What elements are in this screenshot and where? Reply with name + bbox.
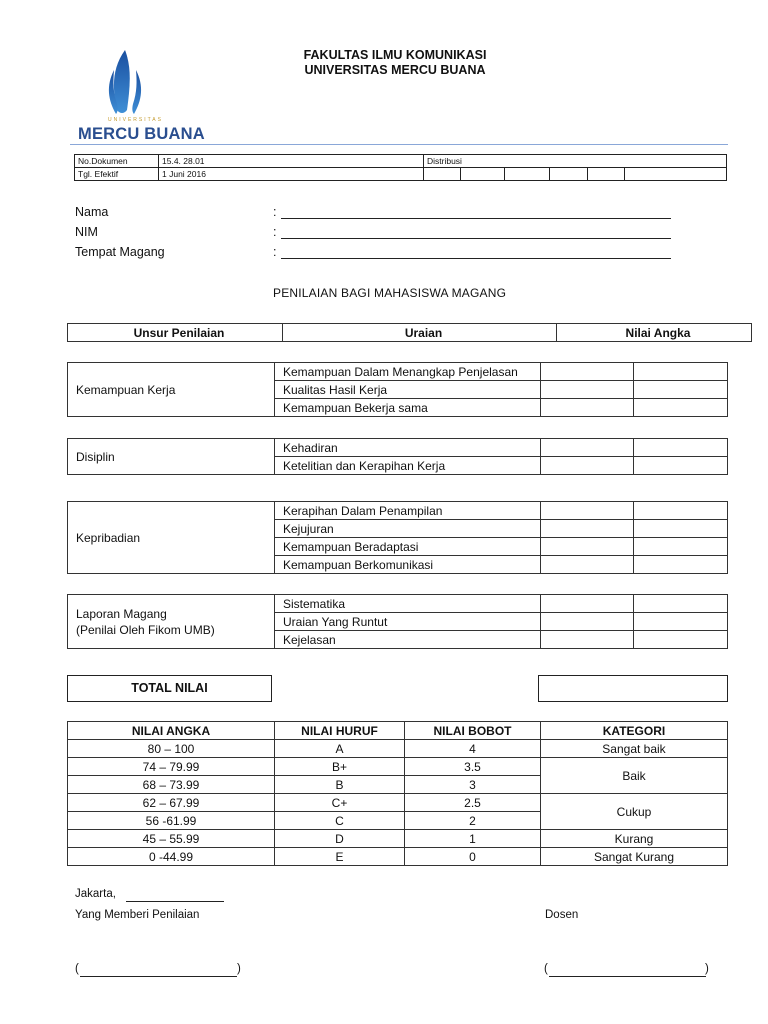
scale-bobot: 3.5 (405, 758, 541, 776)
total-nilai-label: TOTAL NILAI (67, 675, 272, 702)
dosen-close-paren: ) (705, 963, 709, 975)
assessment-header (67, 323, 752, 342)
scale-huruf: A (275, 740, 405, 758)
header-rule (70, 144, 728, 145)
scale-angka: 45 – 55.99 (68, 830, 275, 848)
scale-bobot: 1 (405, 830, 541, 848)
scale-angka: 56 -61.99 (68, 812, 275, 830)
distribusi-cell (624, 168, 726, 181)
group-kepribadian (67, 501, 728, 574)
item-label: Kemampuan Bekerja sama (275, 399, 541, 417)
section-title: PENILAIAN BAGI MAHASISWA MAGANG (273, 286, 507, 300)
tempat-magang-colon: : (273, 245, 277, 259)
scale-huruf: D (275, 830, 405, 848)
score-cell[interactable] (634, 457, 728, 475)
giver-signature-line[interactable] (80, 976, 237, 977)
scale-angka: 0 -44.99 (68, 848, 275, 866)
scale-header-huruf: NILAI HURUF (275, 722, 405, 740)
scale-bobot: 4 (405, 740, 541, 758)
score-cell[interactable] (634, 556, 728, 574)
scale-huruf: B (275, 776, 405, 794)
score-cell[interactable] (541, 439, 634, 457)
no-dokumen-label: No.Dokumen (75, 155, 159, 168)
score-cell[interactable] (541, 502, 634, 520)
tempat-magang-label: Tempat Magang (75, 245, 165, 259)
scale-bobot: 3 (405, 776, 541, 794)
dosen-signature-line[interactable] (549, 976, 706, 977)
scale-huruf: B+ (275, 758, 405, 776)
nim-label: NIM (75, 225, 98, 239)
tgl-efektif-label: Tgl. Efektif (75, 168, 159, 181)
score-cell[interactable] (634, 595, 728, 613)
score-cell[interactable] (541, 595, 634, 613)
group-disiplin (67, 438, 728, 475)
tgl-efektif-value: 1 Juni 2016 (159, 168, 424, 181)
item-label: Ketelitian dan Kerapihan Kerja (275, 457, 541, 475)
score-cell[interactable] (541, 556, 634, 574)
score-cell[interactable] (541, 520, 634, 538)
nim-colon: : (273, 225, 277, 239)
item-label: Kejujuran (275, 520, 541, 538)
score-cell[interactable] (541, 457, 634, 475)
score-cell[interactable] (541, 363, 634, 381)
item-label: Kerapihan Dalam Penampilan (275, 502, 541, 520)
date-line[interactable] (126, 901, 224, 902)
item-label: Uraian Yang Runtut (275, 613, 541, 631)
item-label: Kemampuan Dalam Menangkap Penjelasan (275, 363, 541, 381)
item-label: Sistematika (275, 595, 541, 613)
distribusi-label: Distribusi (424, 155, 727, 168)
score-cell[interactable] (634, 502, 728, 520)
item-label: Kemampuan Berkomunikasi (275, 556, 541, 574)
group-name-line2: (Penilai Oleh Fikom UMB) (76, 622, 215, 637)
group-name: Kemampuan Kerja (68, 363, 275, 417)
col-uraian: Uraian (283, 324, 557, 342)
scale-kategori: Sangat Kurang (541, 848, 728, 866)
scale-kategori: Baik (541, 758, 728, 794)
tempat-magang-input-line[interactable] (281, 258, 671, 259)
score-cell[interactable] (541, 381, 634, 399)
sign-close-paren: ) (237, 963, 241, 975)
group-name-line1: Laporan Magang (76, 606, 167, 621)
document-header (250, 48, 540, 78)
scale-huruf: C (275, 812, 405, 830)
score-cell[interactable] (541, 613, 634, 631)
document-info-table (74, 154, 727, 181)
score-cell[interactable] (634, 613, 728, 631)
group-name (68, 595, 275, 649)
scale-angka: 74 – 79.99 (68, 758, 275, 776)
scale-kategori: Sangat baik (541, 740, 728, 758)
scale-huruf: C+ (275, 794, 405, 812)
score-cell[interactable] (541, 631, 634, 649)
giver-label: Yang Memberi Penilaian (75, 909, 200, 921)
nim-input-line[interactable] (281, 238, 671, 239)
scale-header-bobot: NILAI BOBOT (405, 722, 541, 740)
item-label: Kejelasan (275, 631, 541, 649)
item-label: Kehadiran (275, 439, 541, 457)
scale-angka: 62 – 67.99 (68, 794, 275, 812)
distribusi-cell (587, 168, 624, 181)
nama-label: Nama (75, 205, 109, 219)
nama-colon: : (273, 205, 277, 219)
dosen-open-paren: ( (544, 963, 548, 975)
score-cell[interactable] (634, 363, 728, 381)
scale-header-angka: NILAI ANGKA (68, 722, 275, 740)
scale-bobot: 2.5 (405, 794, 541, 812)
score-cell[interactable] (541, 538, 634, 556)
item-label: Kemampuan Beradaptasi (275, 538, 541, 556)
logo-name: MERCU BUANA (78, 125, 205, 143)
scale-huruf: E (275, 848, 405, 866)
scale-bobot: 2 (405, 812, 541, 830)
distribusi-cell (461, 168, 504, 181)
logo-subtitle: UNIVERSITAS (108, 117, 163, 123)
nama-input-line[interactable] (281, 218, 671, 219)
dosen-label: Dosen (545, 909, 579, 921)
scale-header-kategori: KATEGORI (541, 722, 728, 740)
score-cell[interactable] (634, 381, 728, 399)
score-cell[interactable] (634, 538, 728, 556)
col-unsur: Unsur Penilaian (68, 324, 283, 342)
total-nilai-box[interactable] (538, 675, 728, 702)
scale-bobot: 0 (405, 848, 541, 866)
faculty-title: FAKULTAS ILMU KOMUNIKASI (303, 48, 487, 62)
group-kemampuan-kerja (67, 362, 728, 417)
university-title: UNIVERSITAS MERCU BUANA (304, 63, 486, 77)
score-cell[interactable] (634, 399, 728, 417)
col-nilai: Nilai Angka (557, 324, 752, 342)
group-laporan-magang (67, 594, 728, 649)
scale-kategori: Kurang (541, 830, 728, 848)
score-cell[interactable] (634, 631, 728, 649)
grading-scale-table (67, 721, 728, 866)
item-label: Kualitas Hasil Kerja (275, 381, 541, 399)
scale-angka: 68 – 73.99 (68, 776, 275, 794)
group-name: Kepribadian (68, 502, 275, 574)
score-cell[interactable] (541, 399, 634, 417)
distribusi-cell (504, 168, 549, 181)
scale-angka: 80 – 100 (68, 740, 275, 758)
distribusi-cell (424, 168, 461, 181)
score-cell[interactable] (634, 520, 728, 538)
scale-kategori: Cukup (541, 794, 728, 830)
no-dokumen-value: 15.4. 28.01 (159, 155, 424, 168)
group-name: Disiplin (68, 439, 275, 475)
city-label: Jakarta, (75, 888, 116, 900)
distribusi-cell (550, 168, 587, 181)
sign-open-paren: ( (75, 963, 79, 975)
score-cell[interactable] (634, 439, 728, 457)
